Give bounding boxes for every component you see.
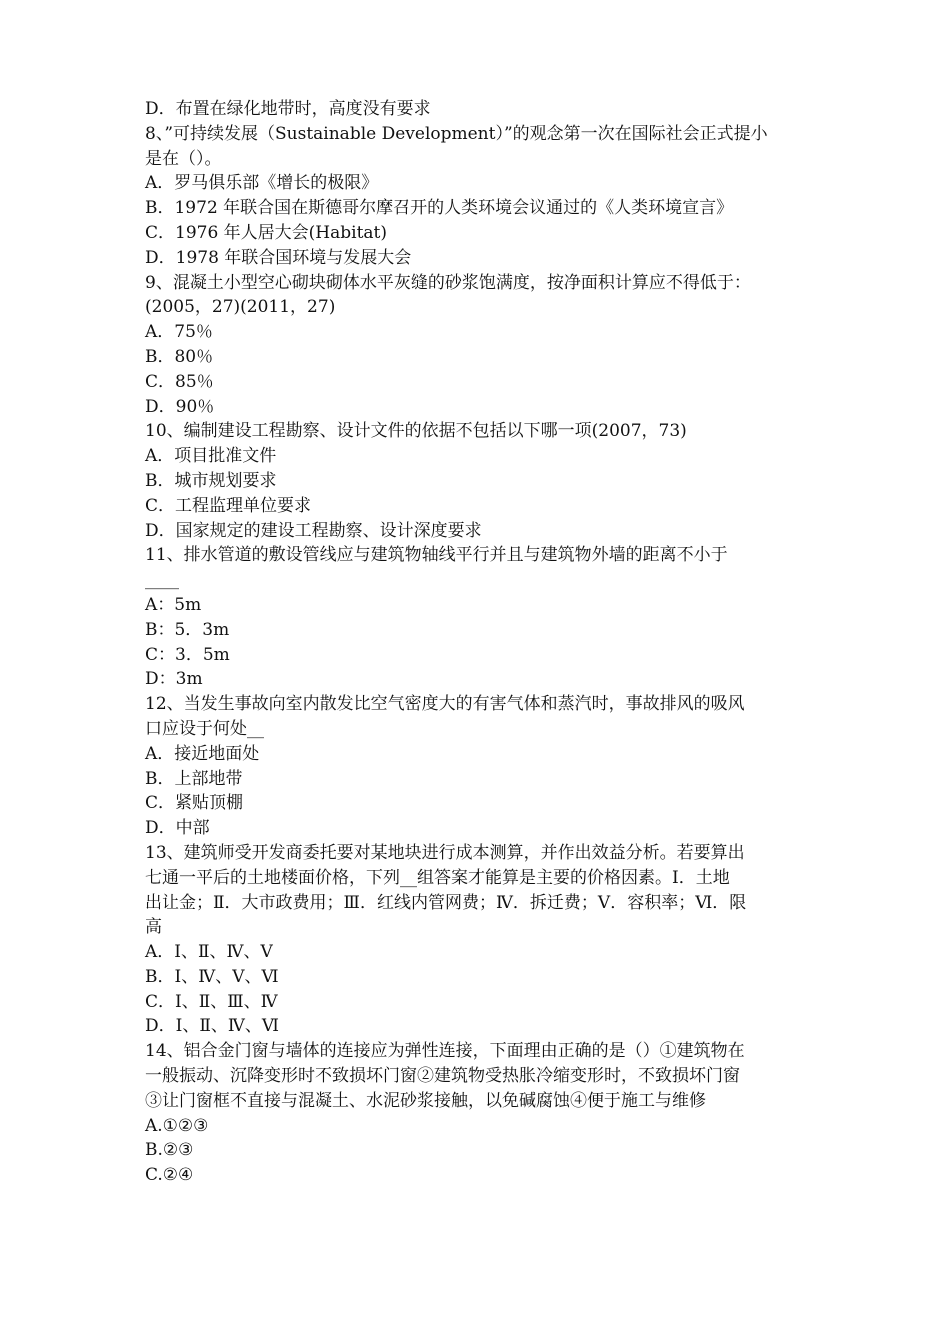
text-line: B.②③ bbox=[145, 1140, 194, 1161]
text-line: B．城市规划要求 bbox=[145, 470, 277, 491]
text-line: 是在（）。 bbox=[145, 148, 222, 169]
text-line: A：5m bbox=[145, 594, 202, 615]
text-line: C．85％ bbox=[145, 371, 214, 392]
text-line: 14、铝合金门窗与墙体的连接应为弹性连接，下面理由正确的是（）①建筑物在 bbox=[145, 1041, 745, 1062]
text-line: C．工程监理单位要求 bbox=[145, 495, 312, 516]
text-line: 12、当发生事故向室内散发比空气密度大的有害气体和蒸汽时，事故排风的吸风 bbox=[145, 694, 745, 715]
text-line: C．1976 年人居大会(Habitat) bbox=[145, 222, 388, 243]
text-line: 9、混凝土小型空心砌块砌体水平灰缝的砂浆饱满度，按净面积计算应不得低于： bbox=[145, 272, 751, 293]
text-line: D．中部 bbox=[145, 818, 210, 839]
text-line: A．Ⅰ、Ⅱ、Ⅳ、Ⅴ bbox=[145, 942, 273, 963]
text-line: B．Ⅰ、Ⅳ、Ⅴ、Ⅵ bbox=[145, 966, 279, 987]
text-line: 七通一平后的土地楼面价格，下列__组答案才能算是主要的价格因素。Ⅰ．土地 bbox=[145, 867, 730, 888]
text-line: 高 bbox=[145, 917, 162, 938]
text-line: 口应设于何处__ bbox=[145, 718, 264, 739]
text-line: A．接近地面处 bbox=[145, 743, 260, 764]
text-line: B．上部地带 bbox=[145, 768, 243, 789]
text-line: C.②④ bbox=[145, 1165, 194, 1186]
text-line: ③让门窗框不直接与混凝土、水泥砂浆接触，以免碱腐蚀④便于施工与维修 bbox=[145, 1090, 706, 1111]
text-line: A.①②③ bbox=[145, 1115, 209, 1136]
text-line: C：3．5m bbox=[145, 644, 230, 665]
document-text bbox=[145, 97, 820, 1188]
text-line: 11、排水管道的敷设管线应与建筑物轴线平行并且与建筑物外墙的距离不小于 bbox=[145, 545, 728, 566]
text-line: D．1978 年联合国环境与发展大会 bbox=[145, 247, 412, 268]
text-line: 8、”可持续发展（Sustainable Development）”的观念第一次在国际社会正式提小 bbox=[145, 123, 768, 144]
text-line: 出让金；Ⅱ．大市政费用；Ⅲ．红线内管网费；Ⅳ．拆迁费；Ⅴ．容积率；Ⅵ．限 bbox=[145, 892, 747, 913]
text-line: D．90％ bbox=[145, 396, 215, 417]
text-line: D．布置在绿化地带时，高度没有要求 bbox=[145, 99, 431, 119]
text-line: C．紧贴顶棚 bbox=[145, 793, 244, 814]
text-line: 一般振动、沉降变形时不致损坏门窗②建筑物受热胀冷缩变形时，不致损坏门窗 bbox=[145, 1066, 740, 1087]
text-line: A．75％ bbox=[145, 322, 213, 343]
text-line: C．Ⅰ、Ⅱ、Ⅲ、Ⅳ bbox=[145, 991, 278, 1012]
text-line: D．国家规定的建设工程勘察、设计深度要求 bbox=[145, 520, 482, 541]
text-line: A．项目批准文件 bbox=[145, 446, 277, 467]
text-line: (2005，27)(2011，27) bbox=[145, 297, 336, 318]
text-line: 10、编制建设工程勘察、设计文件的依据不包括以下哪一项(2007，73) bbox=[145, 421, 687, 442]
text-line: D．Ⅰ、Ⅱ、Ⅳ、Ⅵ bbox=[145, 1016, 279, 1037]
text-line: B．1972 年联合国在斯德哥尔摩召开的人类环境会议通过的《人类环境宣言》 bbox=[145, 198, 734, 219]
text-line: D：3m bbox=[145, 669, 203, 690]
text-line: B．80％ bbox=[145, 346, 214, 367]
text-line: 13、建筑师受开发商委托要对某地块进行成本测算，并作出效益分析。若要算出 bbox=[145, 842, 745, 863]
text-line: B：5．3m bbox=[145, 619, 230, 640]
text-line: A．罗马俱乐部《增长的极限》 bbox=[145, 173, 379, 194]
text-line: ____ bbox=[145, 570, 179, 591]
